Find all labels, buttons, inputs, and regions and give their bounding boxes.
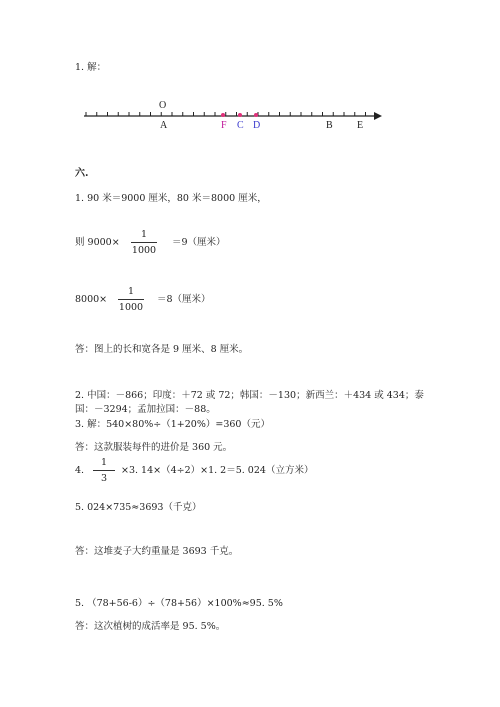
- answer-1-calc-2-result: ＝8（厘米）: [157, 294, 211, 305]
- fraction-denominator: 3: [100, 473, 108, 485]
- point-label-f: F: [221, 120, 227, 131]
- question-1-label: 1. 解：: [75, 62, 107, 73]
- fraction-1-1000: [131, 229, 157, 257]
- fraction-denominator: 1000: [118, 302, 144, 314]
- answer-2-line-2: 国：－3294；孟加拉国：－88。: [75, 404, 216, 415]
- answer-1-calc-2-prefix: 8000×: [75, 294, 108, 305]
- answer-3-conclusion: 答：这款服装每件的进价是 360 元。: [75, 442, 233, 453]
- point-label-a: A: [160, 120, 168, 131]
- point-label-e: E: [357, 120, 364, 131]
- point-marker: [238, 113, 242, 117]
- answer-4-conclusion: 答：这堆麦子大约重量是 3693 千克。: [75, 546, 239, 557]
- answer-3-calc: 3. 解：540×80%÷（1+20%）=360（元）: [75, 419, 270, 430]
- fraction-bar: [131, 242, 157, 243]
- point-label-d: D: [253, 120, 261, 131]
- answer-1-calc-1-prefix: 则 9000×: [75, 237, 120, 248]
- fraction-denominator: 1000: [131, 245, 157, 257]
- answer-2-line-1: 2. 中国：－866；印度：＋72 或 72；韩国：－130；新西兰：＋434 或 434；泰: [75, 390, 424, 401]
- origin-label: O: [159, 100, 167, 111]
- point-marker: [221, 113, 225, 117]
- answer-4-number: 4.: [75, 465, 85, 476]
- answer-4-calc: ×3. 14×（4÷2）×1. 2＝5. 024（立方米）: [121, 465, 314, 476]
- fraction-bar: [118, 299, 144, 300]
- number-line-arrow: [374, 112, 382, 120]
- fraction-numerator: 1: [127, 286, 135, 297]
- answer-1-calc-1-result: ＝9（厘米）: [172, 237, 226, 248]
- section-six-heading: 六.: [75, 168, 89, 179]
- answer-1-conclusion: 答：图上的长和宽各是 9 厘米、8 厘米。: [75, 344, 249, 355]
- fraction-1-1000-second: [118, 286, 144, 314]
- point-label-b: B: [326, 120, 333, 131]
- answer-5-calc: 5. （78+56-6）÷（78+56）×100%≈95. 5%: [75, 598, 283, 609]
- number-line-figure: [80, 98, 400, 138]
- fraction-numerator: 1: [140, 229, 148, 240]
- point-marker: [254, 113, 258, 117]
- fraction-bar: [93, 470, 115, 471]
- point-label-c: C: [237, 120, 244, 131]
- answer-5-conclusion: 答：这次植树的成活率是 95. 5%。: [75, 621, 226, 632]
- fraction-numerator: 1: [100, 457, 108, 468]
- answer-1-line: 1. 90 米＝9000 厘米，80 米＝8000 厘米，: [75, 193, 267, 204]
- fraction-1-3: [93, 457, 115, 485]
- answer-4-weight-calc: 5. 024×735≈3693（千克）: [75, 502, 202, 513]
